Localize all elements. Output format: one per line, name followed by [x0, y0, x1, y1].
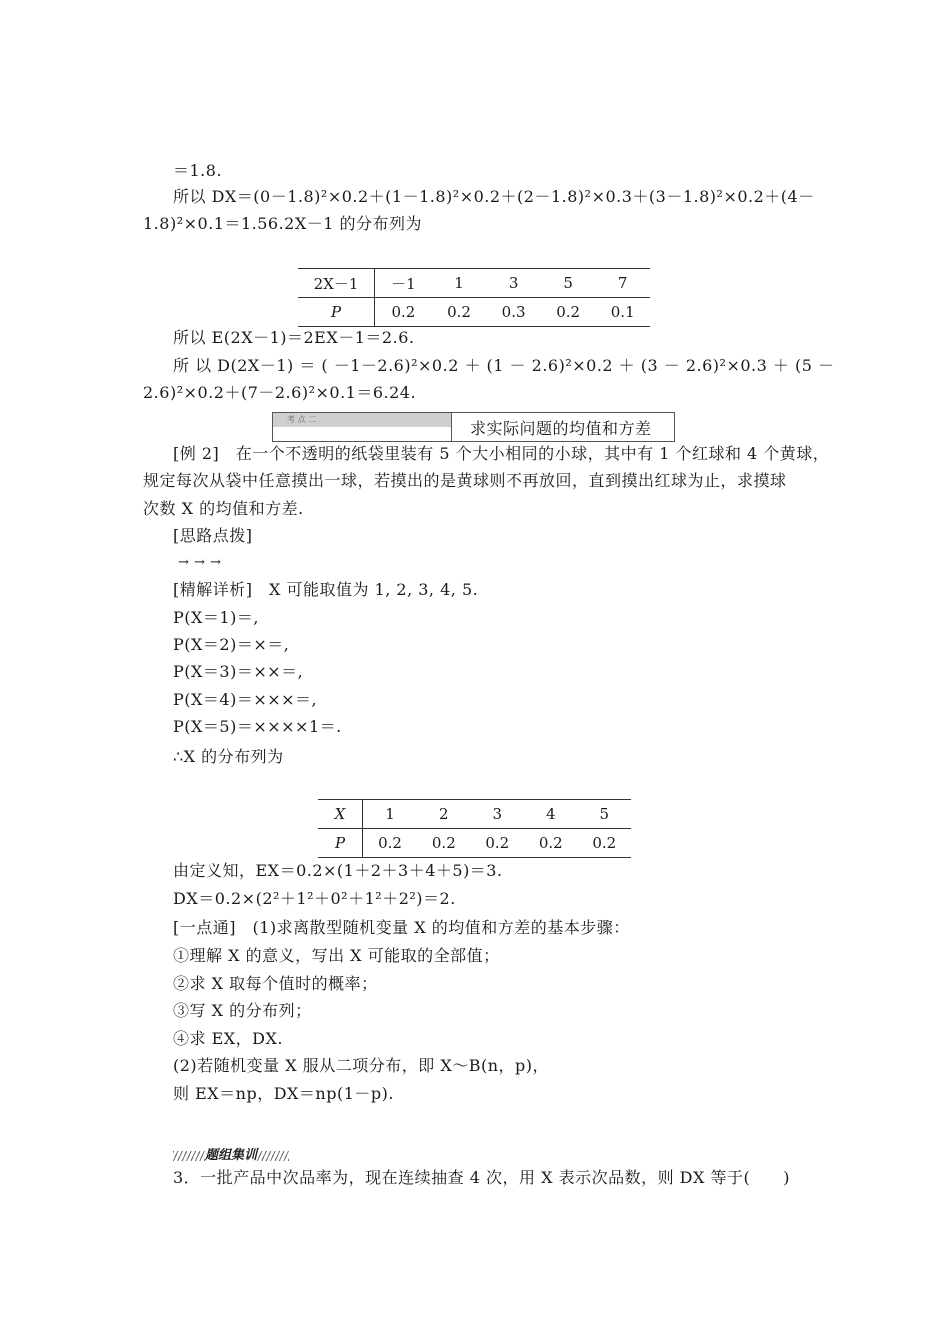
text-line: [精解详析] X 可能取值为 1, 2, 3, 4, 5.: [173, 580, 479, 599]
text-line: P(X＝2)＝×＝,: [173, 635, 290, 654]
text-line: [思路点拨]: [173, 526, 253, 545]
table-header-cell: 7: [595, 269, 650, 298]
text-line: ①理解 X 的意义，写出 X 可能取的全部值；: [173, 946, 500, 965]
text-line: 规定每次从袋中任意摸出一球，若摸出的是黄球则不再放回，直到摸出红球为止，求摸球: [143, 471, 787, 490]
text-line: 所以 DX＝(0－1.8)²×0.2＋(1－1.8)²×0.2＋(2－1.8)²×0.3＋(3－1.8)²×0.2＋(4－: [173, 187, 815, 206]
text-line: (2)若随机变量 X 服从二项分布，即 X～B(n，p)，: [173, 1056, 549, 1075]
practice-label-text: 题组集训: [205, 1148, 258, 1163]
table-cell: 0.2: [417, 829, 470, 858]
table-header-cell: 3: [471, 800, 524, 829]
text-line: 2.6)²×0.2＋(7－2.6)²×0.1＝6.24.: [143, 383, 417, 402]
text-line: ②求 X 取每个值时的概率；: [173, 974, 378, 993]
table-cell: 0.1: [595, 298, 650, 327]
table-header-cell: 2X－1: [298, 269, 375, 298]
hatch-decoration: [257, 1151, 289, 1161]
distribution-table-x: [318, 799, 631, 858]
text-line: 则 EX＝np，DX＝np(1－p).: [173, 1084, 394, 1103]
text-line: 3．一批产品中次品率为，现在连续抽查 4 次，用 X 表示次品数，则 DX 等于( ): [173, 1168, 790, 1187]
text-line: P(X＝3)＝××＝,: [173, 662, 304, 681]
section-tag: [273, 413, 451, 427]
table-header-cell: 4: [524, 800, 577, 829]
table-cell: 0.2: [363, 829, 418, 858]
table-cell: 0.2: [471, 829, 524, 858]
table-cell: P: [298, 298, 375, 327]
text-line: 由定义知，EX＝0.2×(1＋2＋3＋4＋5)＝3.: [173, 861, 503, 880]
table-cell: 0.2: [432, 298, 487, 327]
text-line: ＝1.8.: [173, 161, 223, 180]
table-header-cell: －1: [375, 269, 432, 298]
hatch-decoration: [173, 1151, 205, 1161]
table-header-cell: 1: [432, 269, 487, 298]
table-cell: 0.3: [486, 298, 541, 327]
table-header-cell: X: [318, 800, 363, 829]
text-line: P(X＝5)＝××××1＝.: [173, 717, 342, 736]
table-header-cell: 3: [486, 269, 541, 298]
arrows-line: → → →: [178, 555, 222, 570]
table-header-cell: 5: [541, 269, 596, 298]
text-line: P(X＝1)＝,: [173, 608, 259, 627]
section-banner: [272, 412, 675, 442]
text-line: DX＝0.2×(2²＋1²＋0²＋1²＋2²)＝2.: [173, 889, 456, 908]
table-cell: 0.2: [541, 298, 596, 327]
text-line: 次数 X 的均值和方差.: [143, 499, 304, 518]
table-cell: P: [318, 829, 363, 858]
text-line: 所 以 D(2X－1) ＝ ( －1－2.6)²×0.2 ＋ (1 － 2.6)²×0.2 ＋ (3 － 2.6)²×0.3 ＋ (5 －: [173, 356, 835, 375]
table-cell: 0.2: [524, 829, 577, 858]
banner-divider: [451, 413, 452, 441]
table-header-cell: 1: [363, 800, 418, 829]
practice-section-label: [173, 1144, 289, 1163]
table-cell: 0.2: [578, 829, 632, 858]
text-line: ④求 EX，DX.: [173, 1029, 283, 1048]
text-line: 1.8)²×0.1＝1.56.2X－1 的分布列为: [143, 214, 423, 233]
table-header-cell: 5: [578, 800, 632, 829]
text-line: [一点通] (1)求离散型随机变量 X 的均值和方差的基本步骤：: [173, 918, 630, 937]
text-line: P(X＝4)＝×××＝,: [173, 690, 318, 709]
text-line: 所以 E(2X－1)＝2EX－1＝2.6.: [173, 328, 415, 347]
table-header-cell: 2: [417, 800, 470, 829]
table-cell: 0.2: [375, 298, 432, 327]
section-title: 求实际问题的均值和方差: [470, 419, 652, 438]
text-line: ∴X 的分布列为: [173, 747, 284, 766]
distribution-table-2x-minus-1: [298, 268, 650, 327]
text-line: ③写 X 的分布列；: [173, 1001, 312, 1020]
section-tag-label: 考 点 二: [287, 415, 317, 424]
text-line: [例 2] 在一个不透明的纸袋里装有 5 个大小相同的小球，其中有 1 个红球和 4 个黄球，: [173, 444, 830, 463]
